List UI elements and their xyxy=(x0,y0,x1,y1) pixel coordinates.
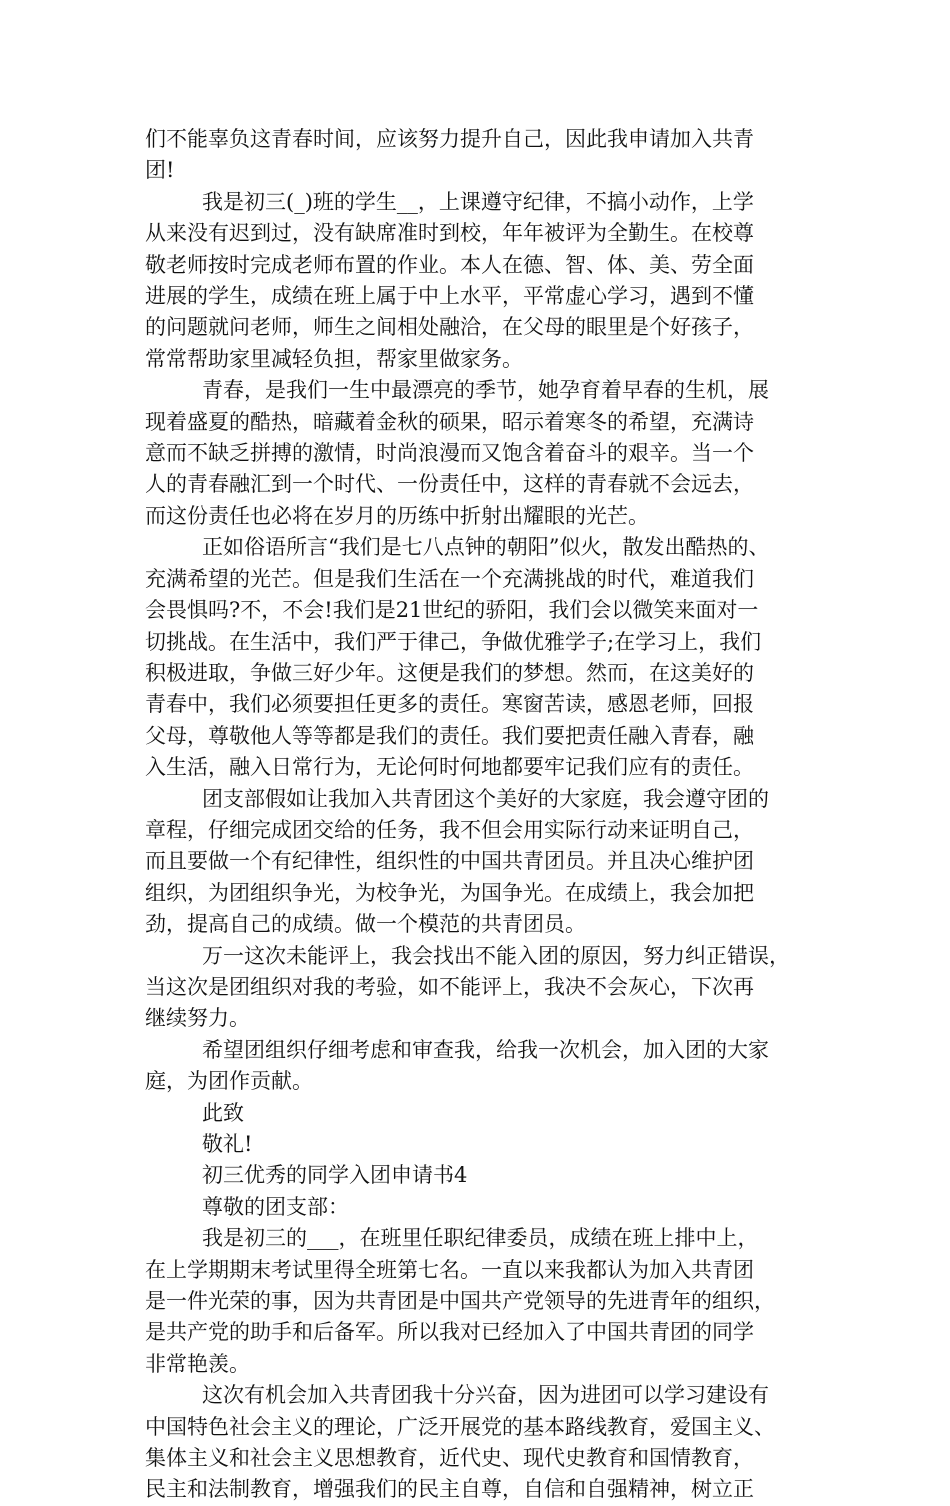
line-text: 庭，为团作贡献。 xyxy=(145,1069,313,1094)
line-text: 积极进取，争做三好少年。这便是我们的梦想。然而，在这美好的 xyxy=(145,660,754,685)
line-text: 集体主义和社会主义思想教育，近代史、现代史教育和国情教育， xyxy=(145,1446,754,1471)
text-line xyxy=(145,627,825,658)
document-body xyxy=(145,124,825,1506)
line-text: 切挑战。在生活中，我们严于律己，争做优雅学子;在学习上，我们 xyxy=(145,629,762,654)
text-line xyxy=(145,941,825,972)
line-text: 青春中，我们必须要担任更多的责任。寒窗苦读，感恩老师，回报 xyxy=(145,692,754,717)
text-line xyxy=(145,1192,825,1223)
line-text: 充满希望的光芒。但是我们生活在一个充满挑战的时代，难道我们 xyxy=(145,566,754,591)
text-line xyxy=(145,155,825,186)
text-line xyxy=(145,658,825,689)
line-text: 敬礼! xyxy=(202,1132,253,1156)
line-text: 意而不缺乏拼搏的激情，时尚浪漫而又饱含着奋斗的艰辛。当一个 xyxy=(145,441,754,466)
line-text: 人的青春融汇到一个时代、一份责任中，这样的青春就不会远去， xyxy=(145,472,754,497)
line-text: 民主和法制教育，增强我们的民主自尊，自信和自强精神，树立正 xyxy=(145,1477,754,1502)
text-line xyxy=(145,972,825,1003)
line-text: 初三优秀的同学入团申请书4 xyxy=(202,1163,468,1188)
line-text: 现着盛夏的酷热，暗藏着金秋的硕果，昭示着寒冬的希望，充满诗 xyxy=(145,409,754,434)
text-line xyxy=(145,815,825,846)
line-text: 而且要做一个有纪律性，组织性的中国共青团员。并且决心维护团 xyxy=(145,849,754,874)
line-text: 们不能辜负这青春时间，应该努力提升自己，因此我申请加入共青 xyxy=(145,127,754,151)
line-text: 中国特色社会主义的理论，广泛开展党的基本路线教育，爱国主义、 xyxy=(145,1414,775,1439)
text-line xyxy=(145,721,825,752)
line-text: 父母，尊敬他人等等都是我们的责任。我们要把责任融入青春，融 xyxy=(145,723,754,748)
line-text: 劲，提高自己的成绩。做一个模范的共青团员。 xyxy=(145,912,586,937)
line-text: 此致 xyxy=(202,1100,244,1125)
text-line xyxy=(145,312,825,343)
text-line xyxy=(145,1129,825,1160)
text-line xyxy=(145,1160,825,1191)
text-line xyxy=(145,752,825,783)
text-line xyxy=(145,784,825,815)
text-line xyxy=(145,532,825,563)
line-text: 是共产党的助手和后备军。所以我对已经加入了中国共青团的同学 xyxy=(145,1320,754,1345)
text-line xyxy=(145,1443,825,1474)
line-text: 入生活，融入日常行为，无论何时何地都要牢记我们应有的责任。 xyxy=(145,755,754,780)
line-text: 我是初三(_)班的学生__，上课遵守纪律，不搞小动作，上学 xyxy=(202,189,754,214)
text-line xyxy=(145,1066,825,1097)
text-line xyxy=(145,1474,825,1505)
text-line xyxy=(145,501,825,532)
text-line xyxy=(145,469,825,500)
text-line xyxy=(145,218,825,249)
text-line xyxy=(145,564,825,595)
text-line xyxy=(145,909,825,940)
text-line xyxy=(145,595,825,626)
text-line xyxy=(145,1380,825,1411)
line-text: 当这次是团组织对我的考验，如不能评上，我决不会灰心，下次再 xyxy=(145,974,754,999)
line-text: 组织，为团组织争光，为校争光，为国争光。在成绩上，我会加把 xyxy=(145,880,754,905)
text-line xyxy=(145,250,825,281)
line-text: 进展的学生，成绩在班上属于中上水平，平常虚心学习，遇到不懂 xyxy=(145,284,754,309)
text-line xyxy=(145,1003,825,1034)
text-line xyxy=(145,1098,825,1129)
text-line xyxy=(145,878,825,909)
text-line xyxy=(145,1223,825,1254)
line-text: 章程，仔细完成团交给的任务，我不但会用实际行动来证明自己， xyxy=(145,817,754,842)
line-text: 而这份责任也必将在岁月的历练中折射出耀眼的光芒。 xyxy=(145,503,649,528)
text-line xyxy=(145,689,825,720)
line-text: 团! xyxy=(145,158,175,183)
line-text: 我是初三的___，在班里任职纪律委员，成绩在班上排中上， xyxy=(202,1226,759,1251)
text-line xyxy=(145,1255,825,1286)
line-text: 在上学期期末考试里得全班第七名。一直以来我都认为加入共青团 xyxy=(145,1257,754,1282)
text-line xyxy=(145,1412,825,1443)
line-text: 希望团组织仔细考虑和审查我，给我一次机会，加入团的大家 xyxy=(202,1037,769,1062)
text-line xyxy=(145,1317,825,1348)
line-text: 继续努力。 xyxy=(145,1006,250,1031)
line-text: 尊敬的团支部： xyxy=(202,1194,349,1219)
line-text: 非常艳羡。 xyxy=(145,1351,250,1376)
text-line xyxy=(145,187,825,218)
line-text: 这次有机会加入共青团我十分兴奋，因为进团可以学习建设有 xyxy=(202,1383,769,1408)
line-text: 敬老师按时完成老师布置的作业。本人在德、智、体、美、劳全面 xyxy=(145,252,754,277)
line-text: 万一这次未能评上，我会找出不能入团的原因，努力纠正错误， xyxy=(202,943,790,968)
text-line xyxy=(145,846,825,877)
text-line xyxy=(145,281,825,312)
line-text: 会畏惧吗?不，不会!我们是21世纪的骄阳，我们会以微笑来面对一 xyxy=(145,598,759,623)
text-line xyxy=(145,1286,825,1317)
line-text: 是一件光荣的事，因为共青团是中国共产党领导的先进青年的组织， xyxy=(145,1289,775,1314)
text-line xyxy=(145,407,825,438)
text-line xyxy=(145,375,825,406)
text-line xyxy=(145,344,825,375)
line-text: 常常帮助家里减轻负担，帮家里做家务。 xyxy=(145,346,523,371)
text-line xyxy=(145,438,825,469)
line-text: 团支部假如让我加入共青团这个美好的大家庭，我会遵守团的 xyxy=(202,786,769,811)
line-text: 青春，是我们一生中最漂亮的季节，她孕育着早春的生机，展 xyxy=(202,378,769,403)
line-text: 从来没有迟到过，没有缺席准时到校，年年被评为全勤生。在校尊 xyxy=(145,221,754,246)
text-line xyxy=(145,1349,825,1380)
line-text: 的问题就问老师，师生之间相处融洽，在父母的眼里是个好孩子， xyxy=(145,315,754,340)
text-line xyxy=(145,1035,825,1066)
text-line xyxy=(145,124,825,155)
line-text: 正如俗语所言“我们是七八点钟的朝阳”似火，散发出酷热的、 xyxy=(202,535,770,560)
